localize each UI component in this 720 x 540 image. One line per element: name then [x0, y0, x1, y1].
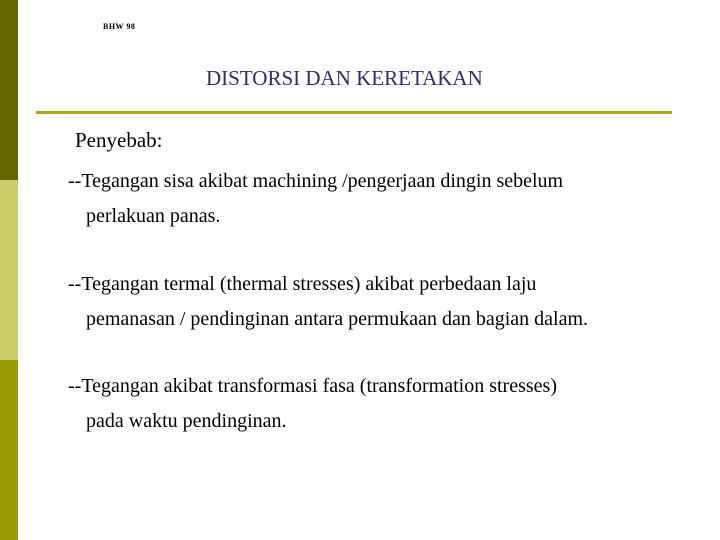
- bullet-line-continuation: pemanasan / pendinginan antara permukaan dan bagian dalam.: [86, 308, 589, 330]
- bullet-line-continuation: pada waktu pendinginan.: [86, 410, 287, 432]
- slide-title: DISTORSI DAN KERETAKAN: [206, 66, 483, 90]
- subheading: Penyebab:: [75, 128, 163, 152]
- sidebar-stripe-middle: [0, 180, 18, 360]
- sidebar-stripe-top: [0, 0, 18, 180]
- sidebar-stripe-bottom: [0, 360, 18, 540]
- bullet-line: --Tegangan termal (thermal stresses) akibat perbedaan laju: [68, 273, 537, 295]
- header-code: BHW 98: [103, 22, 136, 31]
- bullet-line: --Tegangan sisa akibat machining /pengerjaan dingin sebelum: [68, 170, 564, 192]
- title-divider: [36, 111, 672, 114]
- bullet-item: [68, 267, 588, 337]
- bullet-line-continuation: perlakuan panas.: [86, 205, 221, 227]
- bullet-item: [68, 369, 557, 439]
- bullet-item: [68, 164, 563, 234]
- bullet-line: --Tegangan akibat transformasi fasa (transformation stresses): [68, 375, 557, 397]
